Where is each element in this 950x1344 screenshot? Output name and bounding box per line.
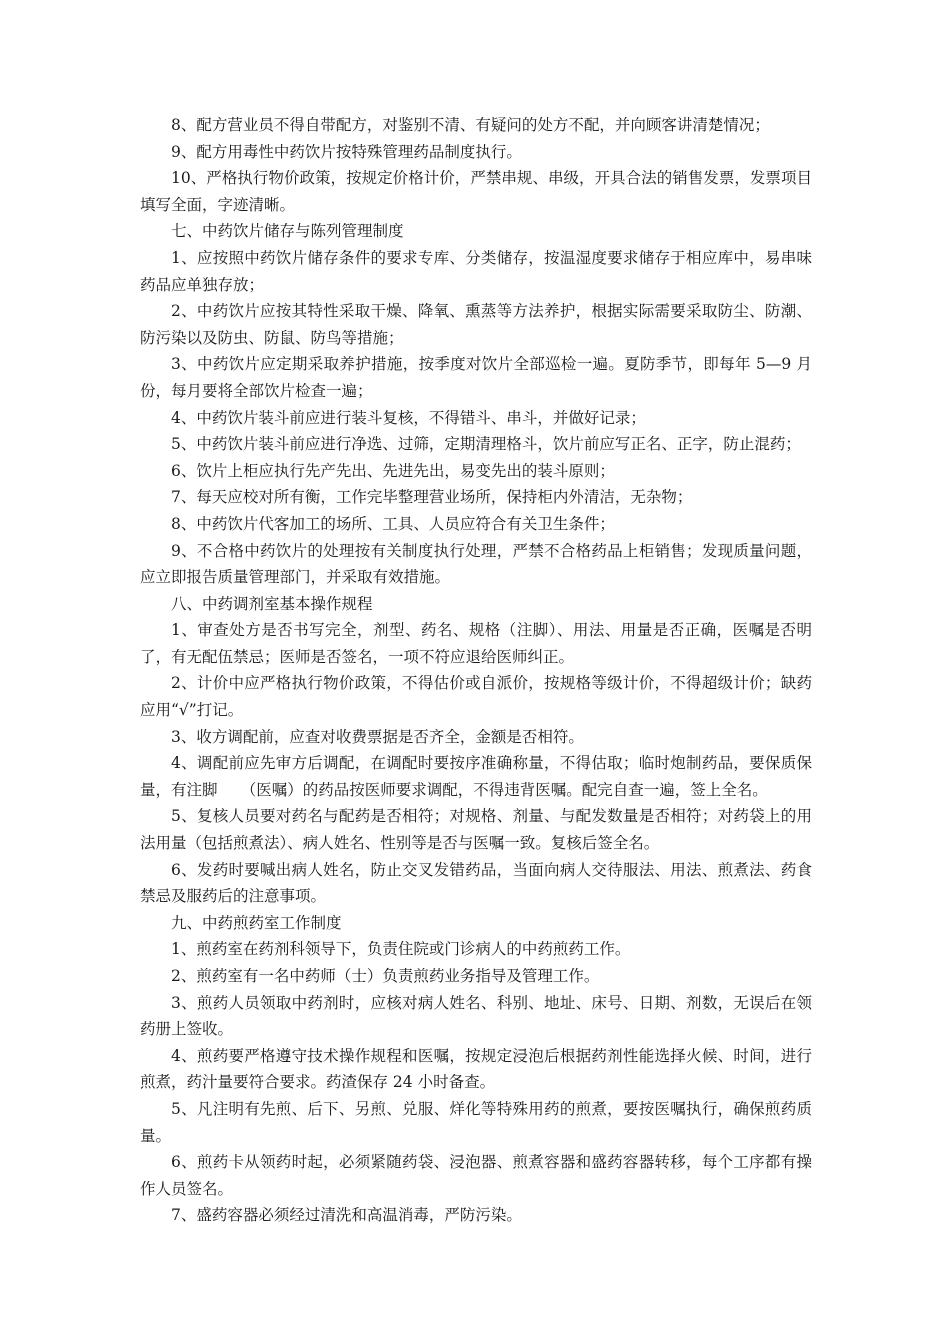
section-heading: 九、中药煎药室工作制度 <box>171 913 342 932</box>
paragraph: 9、不合格中药饮片的处理按有关制度执行处理，严禁不合格药品上柜销售；发现质量问题，应立即报告质量管理部门，并采取有效措施。 <box>140 541 812 587</box>
document-page <box>140 112 812 1229</box>
paragraph: 2、煎药室有一名中药师（士）负责煎药业务指导及管理工作。 <box>171 967 600 985</box>
paragraph: 1、审查处方是否书写完全，剂型、药名、规格（注脚）、用法、用量是否正确，医嘱是否明了，有无配伍禁忌；医师是否签名，一项不符应退给医师纠正。 <box>140 621 812 666</box>
paragraph: 8、中药饮片代客加工的场所、工具、人员应符合有关卫生条件； <box>171 514 615 533</box>
paragraph: 3、煎药人员领取中药剂时，应核对病人姓名、科别、地址、床号、日期、剂数，无误后在领药册上签收。 <box>140 993 812 1039</box>
paragraph: 5、中药饮片装斗前应进行净选、过筛，定期清理格斗，饮片前应写正名、正字，防止混药； <box>171 435 801 454</box>
paragraph: 4、中药饮片装斗前应进行装斗复核，不得错斗、串斗，并做好记录； <box>171 408 646 427</box>
paragraph: 1、煎药室在药剂科领导下，负责住院或门诊病人的中药煎药工作。 <box>171 940 631 959</box>
paragraph: 3、收方调配前，应查对收费票据是否齐全，金额是否相符。 <box>171 727 584 746</box>
paragraph: 10、严格执行物价政策，按规定价格计价，严禁串规、串级，开具合法的销售发票，发票项目填写全面，字迹清晰。 <box>140 169 812 214</box>
paragraph: 5、复核人员要对药名与配药是否相符；对规格、剂量、与配发数量是否相符；对药袋上的用法用量（包括煎煮法）、病人姓名、性别等是否与医嘱一致。复核后签全名。 <box>140 807 812 853</box>
paragraph: 4、煎药要严格遵守技术操作规程和医嘱，按规定浸泡后根据药剂性能选择火候、时间，进行煎煮，药汁量要符合要求。药渣保存 24 小时备查。 <box>140 1046 812 1092</box>
paragraph: 6、饮片上柜应执行先产先出、先进先出，易变先出的装斗原则； <box>171 461 615 480</box>
paragraph: 6、发药时要喊出病人姓名，防止交叉发错药品，当面向病人交待服法、用法、煎煮法、药食禁忌及服药后的注意事项。 <box>140 860 812 906</box>
paragraph: 5、凡注明有先煎、后下、另煎、兑服、烊化等特殊用药的煎煮，要按医嘱执行，确保煎药质量。 <box>140 1099 812 1145</box>
paragraph: 4、调配前应先审方后调配，在调配时要按序准确称量，不得估取；临时炮制药品，要保质保量，有注脚 （医嘱）的药品按医师要求调配，不得违背医嘱。配完自查一遍，签上全名。 <box>140 754 812 799</box>
paragraph: 7、每天应校对所有衡，工作完毕整理营业场所，保持柜内外清洁，无杂物； <box>171 488 693 507</box>
paragraph: 1、应按照中药饮片储存条件的要求专库、分类储存，按温湿度要求储存于相应库中，易串味药品应单独存放； <box>140 248 812 294</box>
paragraph: 3、中药饮片应定期采取养护措施，按季度对饮片全部巡检一遍。夏防季节，即每年 5—9 月份，每月要将全部饮片检查一遍； <box>140 355 812 400</box>
section-heading: 八、中药调剂室基本操作规程 <box>171 594 373 613</box>
paragraph: 7、盛药容器必须经过清洗和高温消毒，严防污染。 <box>171 1206 522 1225</box>
paragraph: 8、配方营业员不得自带配方，对鉴别不清、有疑问的处方不配，并向顾客讲清楚情况； <box>171 116 770 134</box>
paragraph: 2、计价中应严格执行物价政策，不得估价或自派价，按规格等级计价，不得超级计价；缺药应用“√”打记。 <box>140 674 812 720</box>
paragraph: 9、配方用毒性中药饮片按特殊管理药品制度执行。 <box>171 142 522 161</box>
paragraph: 6、煎药卡从领药时起，必须紧随药袋、浸泡器、煎煮容器和盛药容器转移，每个工序都有操作人员签名。 <box>140 1153 812 1198</box>
paragraph: 2、中药饮片应按其特性采取干燥、降氧、熏蒸等方法养护，根据实际需要采取防尘、防潮、防污染以及防虫、防鼠、防鸟等措施； <box>140 302 812 347</box>
section-heading: 七、中药饮片储存与陈列管理制度 <box>171 222 404 241</box>
